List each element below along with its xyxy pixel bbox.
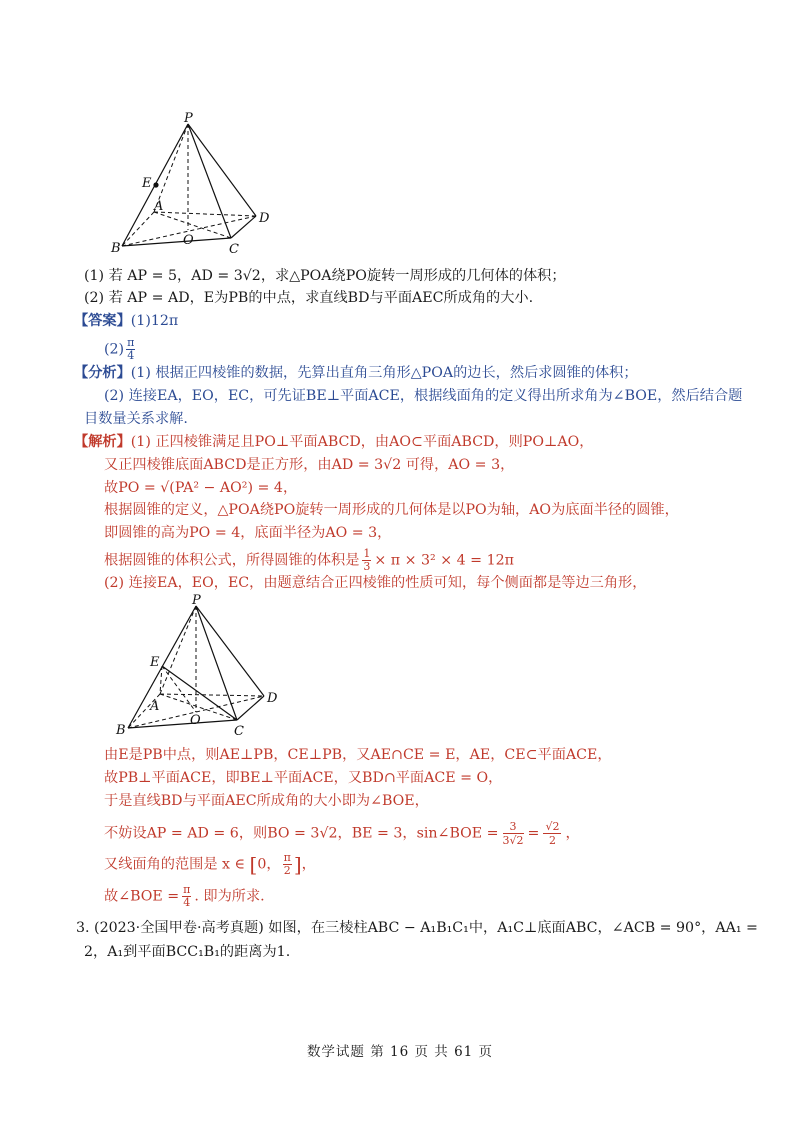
solution-line-8: 由E是PB中点，则AE⊥PB，CE⊥PB，又AE∩CE = E，AE，CE⊂平面ACE， — [104, 747, 612, 763]
label-c: C — [234, 724, 244, 739]
analysis-tag: 【分析】 — [74, 365, 131, 381]
solution-text-1: (1) 正四棱锥满足且PO⊥平面ABCD，由AO⊂平面ABCD，则PO⊥AO， — [130, 434, 594, 450]
solution-11-eq: = — [527, 825, 540, 842]
solution-12-lbracket: [ — [249, 852, 258, 877]
solution-line-10: 于是直线BD与平面AEC所成角的大小即为∠BOE， — [104, 793, 429, 809]
solution-12-zero: 0， — [257, 856, 281, 873]
solution-13-post: . 即为所求. — [194, 888, 265, 905]
solution-12-pre: 又线面角的范围是 x ∈ — [104, 856, 246, 873]
solution-12-post: ， — [301, 856, 316, 873]
label-b: B — [111, 241, 121, 256]
solution-12-num: π — [283, 851, 291, 864]
solution-11-f2-den: 2 — [548, 834, 556, 847]
solution-tag: 【解析】 — [74, 434, 131, 450]
answer-line-1 — [74, 311, 178, 331]
label-e: E — [142, 176, 152, 191]
solution-line-9: 故PB⊥平面ACE，即BE⊥平面ACE，又BD∩平面ACE = O， — [104, 770, 503, 786]
analysis-line-3: 目数量关系求解. — [84, 411, 188, 427]
solution-line-13 — [104, 884, 265, 909]
label-p: P — [192, 593, 201, 608]
solution-line-5: 即圆锥的高为PO = 4，底面半径为AO = 3， — [104, 525, 392, 541]
solution-6-den: 3 — [363, 560, 371, 573]
label-p: P — [184, 112, 193, 126]
question-2: (2) 若 AP = AD，E为PB的中点，求直线BD与平面AEC所成角的大小. — [84, 290, 534, 306]
label-d: D — [259, 211, 270, 226]
label-a: A — [150, 699, 160, 714]
solution-11-pre: 不妨设AP = AD = 6，则BO = 3√2，BE = 3，sin∠BOE = — [104, 825, 499, 842]
answer-2-den: 4 — [127, 349, 135, 362]
answer-2-prefix: (2) — [104, 341, 125, 358]
solution-13-num: π — [183, 883, 191, 896]
solution-line-1 — [74, 432, 593, 452]
analysis-text-1: (1) 根据正四棱锥的数据，先算出直角三角形△POA的边长，然后求圆锥的体积； — [130, 365, 638, 381]
solution-12-rbracket: ] — [293, 852, 302, 877]
solution-11-f1-num: 3 — [503, 820, 524, 834]
answer-2-num: π — [127, 336, 135, 349]
solution-line-6 — [104, 548, 514, 573]
solution-line-7: (2) 连接EA，EO，EC，由题意结合正四棱锥的性质可知，每个侧面都是等边三角形， — [104, 575, 647, 591]
solution-line-11 — [104, 820, 580, 847]
answer-line-2 — [104, 337, 135, 362]
solution-13-fraction — [182, 884, 191, 909]
solution-6-num: 1 — [363, 547, 371, 560]
question-1: (1) 若 AP = 5，AD = 3√2，求△POA绕PO旋转一周形成的几何体的体积； — [84, 268, 566, 284]
problem-3-line-1: 3. (2023·全国甲卷·高考真题) 如图，在三棱柱ABC − A₁B₁C₁中，A₁C⊥底面ABC，∠ACB = 90°，AA₁ = — [76, 920, 758, 936]
solution-line-3: 故PO = √(PA² − AO²) = 4， — [104, 480, 298, 496]
problem-3-line-2: 2，A₁到平面BCC₁B₁的距离为1. — [84, 944, 291, 960]
pyramid-figure-1 — [108, 112, 278, 260]
label-c: C — [229, 242, 239, 257]
solution-12-den: 2 — [283, 864, 291, 877]
pyramid-figure-2 — [112, 592, 286, 740]
solution-line-12 — [104, 852, 316, 877]
page-footer: 数学试题 第 16 页 共 61 页 — [306, 1044, 494, 1060]
solution-12-fraction — [283, 852, 292, 877]
solution-line-2: 又正四棱锥底面ABCD是正方形，由AD = 3√2 可得，AO = 3， — [104, 457, 515, 473]
solution-line-4: 根据圆锥的定义，△POA绕PO旋转一周形成的几何体是以PO为轴，AO为底面半径的圆锥， — [104, 502, 679, 518]
solution-11-fraction-1 — [503, 820, 524, 847]
label-a: A — [154, 199, 164, 214]
solution-6-fraction — [362, 548, 371, 573]
label-b: B — [116, 723, 126, 738]
analysis-line-1 — [74, 363, 638, 383]
answer-1: (1)12π — [130, 313, 179, 329]
solution-6-post: × π × 3² × 4 = 12π — [374, 552, 514, 569]
solution-13-pre: 故∠BOE = — [104, 888, 180, 905]
solution-11-f1-den: 3√2 — [502, 834, 524, 847]
solution-6-pre: 根据圆锥的体积公式，所得圆锥的体积是 — [104, 552, 360, 569]
label-o: O — [190, 713, 201, 728]
solution-11-post: ， — [565, 825, 580, 842]
solution-11-f2-num: √2 — [545, 820, 560, 833]
answer-tag: 【答案】 — [74, 313, 131, 329]
answer-2-fraction — [126, 337, 135, 362]
solution-13-den: 4 — [183, 896, 191, 909]
solution-11-fraction-2 — [543, 820, 561, 847]
label-d: D — [267, 691, 278, 706]
label-e: E — [150, 655, 160, 670]
label-o: O — [183, 233, 194, 248]
analysis-line-2: (2) 连接EA，EO，EC，可先证BE⊥平面ACE，根据线面角的定义得出所求角为∠BOE，然后结合题 — [104, 388, 743, 404]
